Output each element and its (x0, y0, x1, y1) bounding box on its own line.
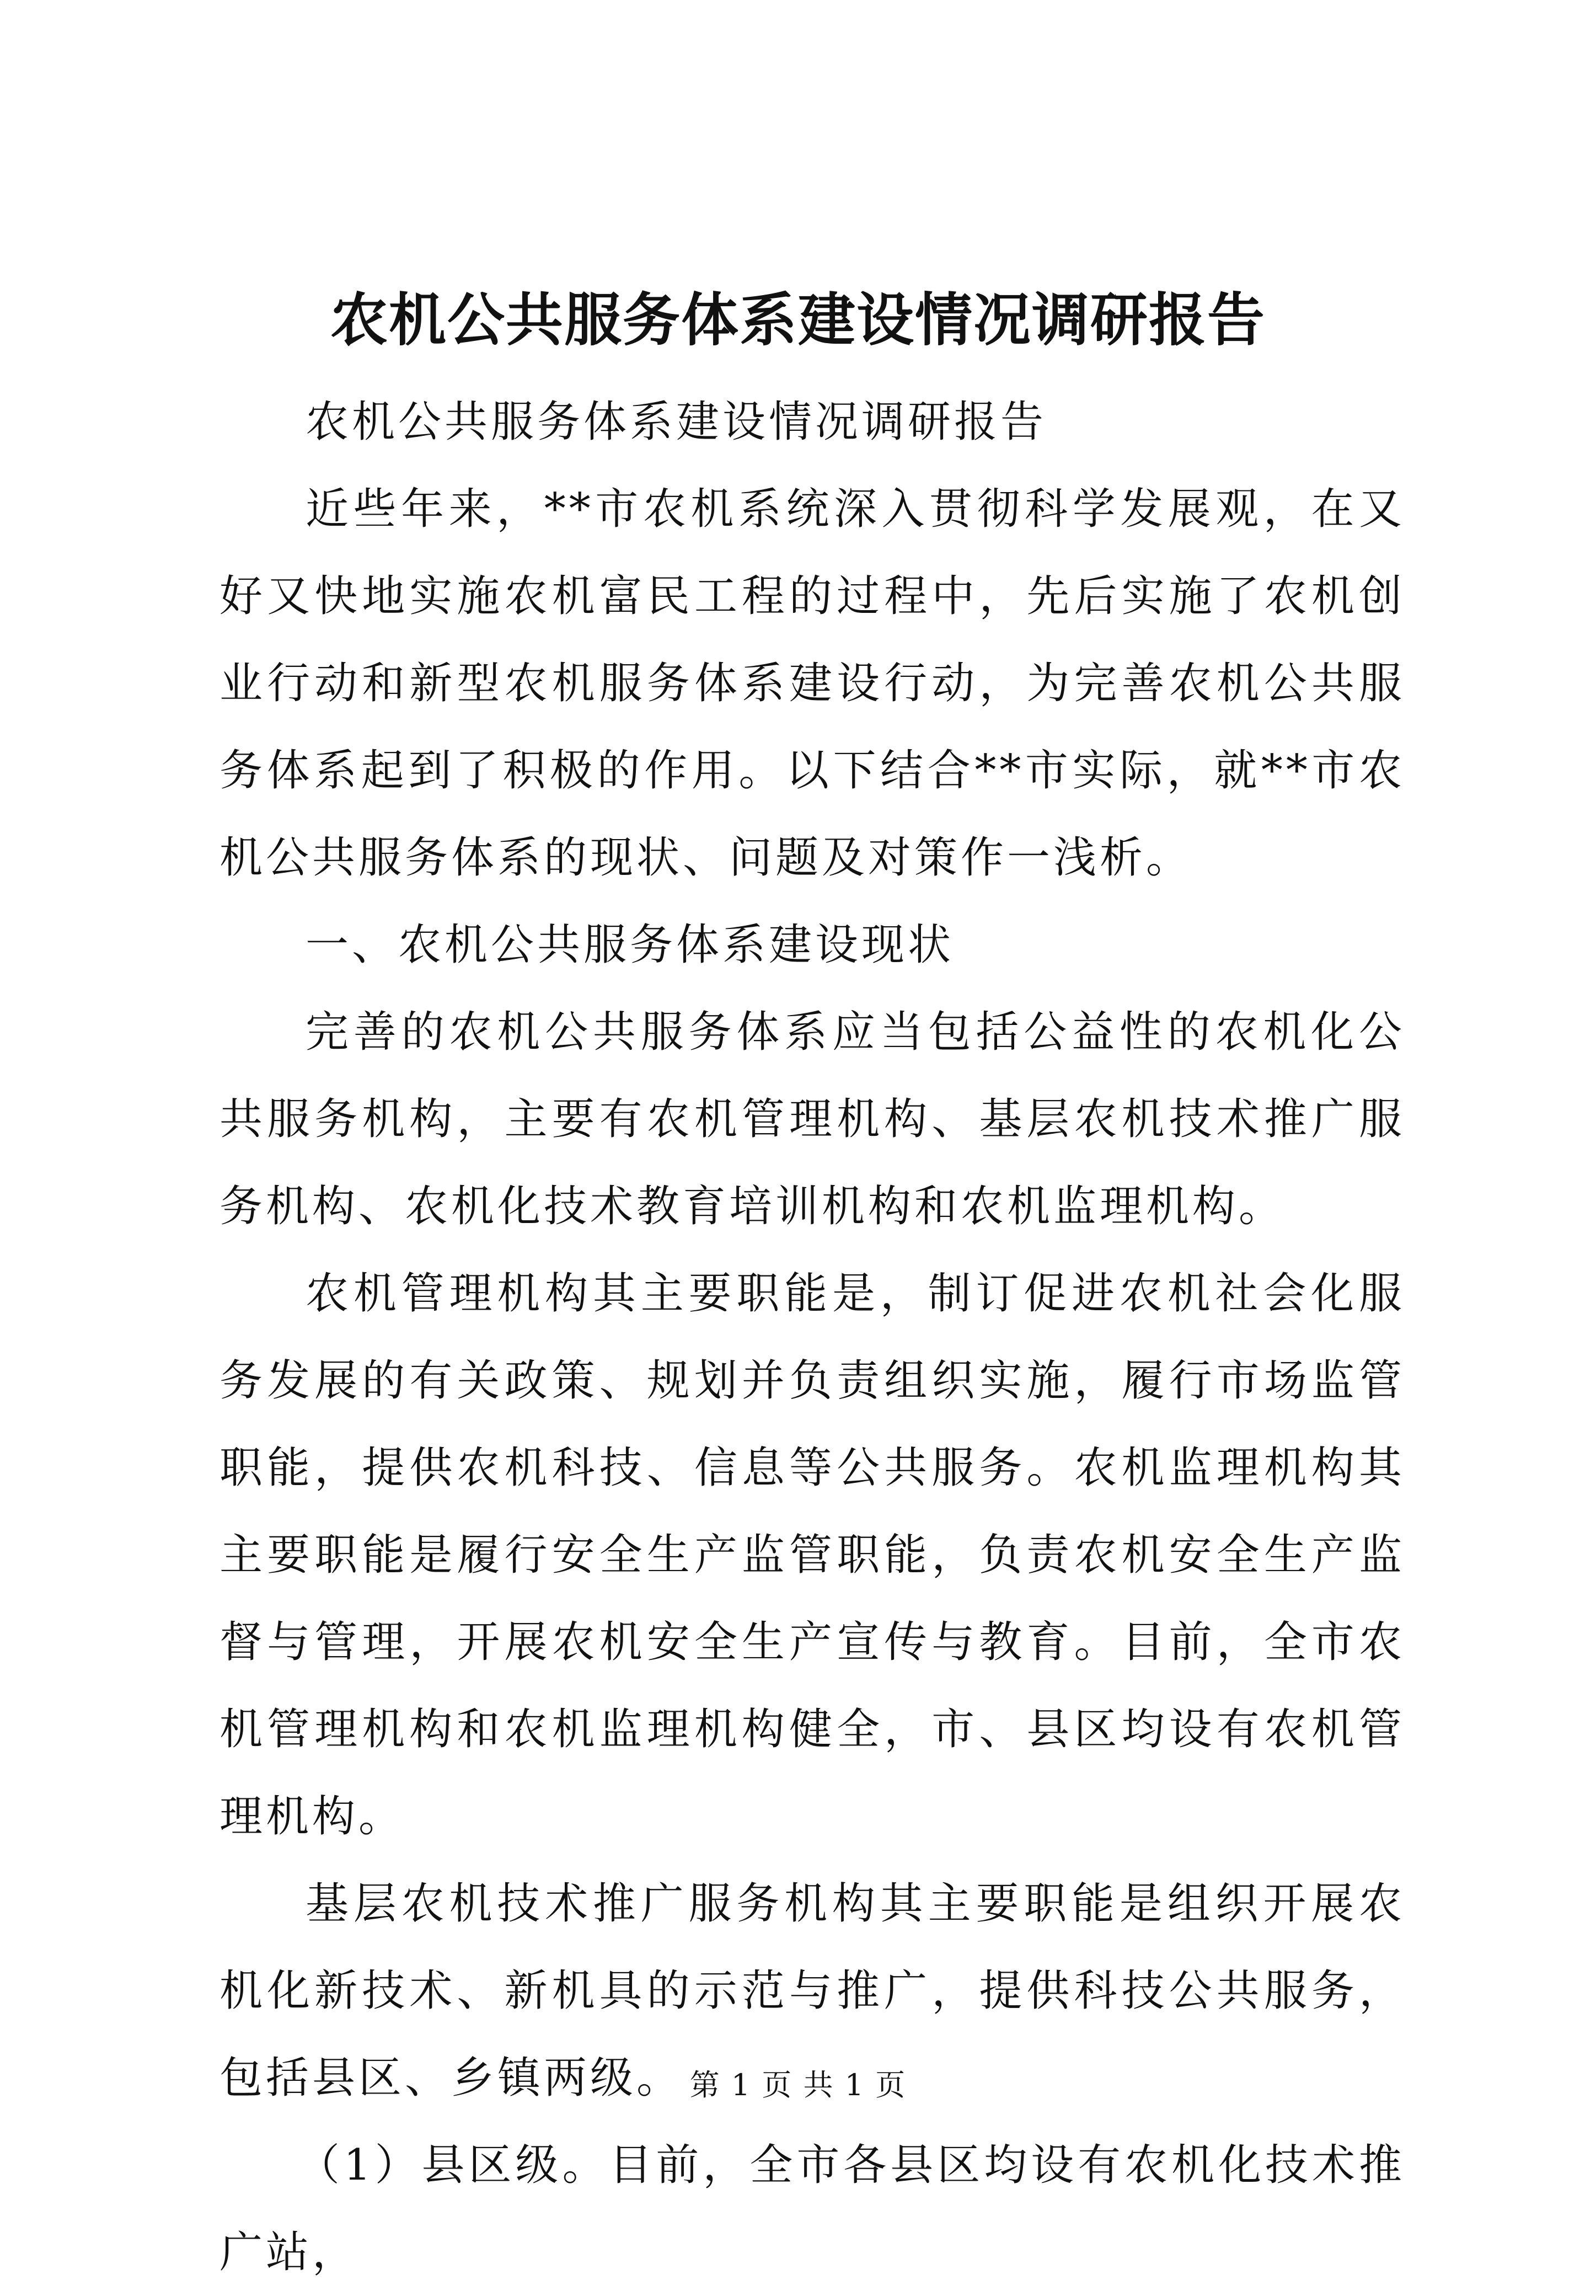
paragraph-subtitle: 农机公共服务体系建设情况调研报告 (306, 397, 1047, 447)
paragraph: 农机管理机构其主要职能是，制订促进农机社会化服务发展的有关政策、规划并负责组织实施，履行市场监管职能，提供农机科技、信息等公共服务。农机监理机构其主要职能是履行安全生产监管职能，负责农机安全生产监督与管理，开展农机安全生产宣传与教育。目前，全市农机管理机构和农机监理机构健全，市、县区均设有农机管理机构。 (219, 1269, 1405, 1841)
page-number-footer: 第 1 页 共 1 页 (689, 2068, 907, 2102)
document-body (219, 378, 1405, 2296)
paragraph-intro: 近些年来，**市农机系统深入贯彻科学发展观，在又好又快地实施农机富民工程的过程中，先后实施了农机创业行动和新型农机服务体系建设行动，为完善农机公共服务体系起到了积极的作用。以下结合**市实际，就**市农机公共服务体系的现状、问题及对策作一浅析。 (219, 484, 1405, 883)
list-item-county-level: （1）县区级。目前，全市各县区均设有农机化技术推广站， (219, 2140, 1405, 2277)
document-title: 农机公共服务体系建设情况调研报告 (330, 286, 1266, 354)
paragraph: 完善的农机公共服务体系应当包括公益性的农机化公共服务机构，主要有农机管理机构、基层农机技术推广服务机构、农机化技术教育培训机构和农机监理机构。 (219, 1007, 1405, 1231)
section-heading-1: 一、农机公共服务体系建设现状 (306, 920, 955, 970)
paragraph: 基层农机技术推广服务机构其主要职能是组织开展农机化新技术、新机具的示范与推广，提供科技公共服务，包括县区、乡镇两级。 (219, 1879, 1405, 2103)
